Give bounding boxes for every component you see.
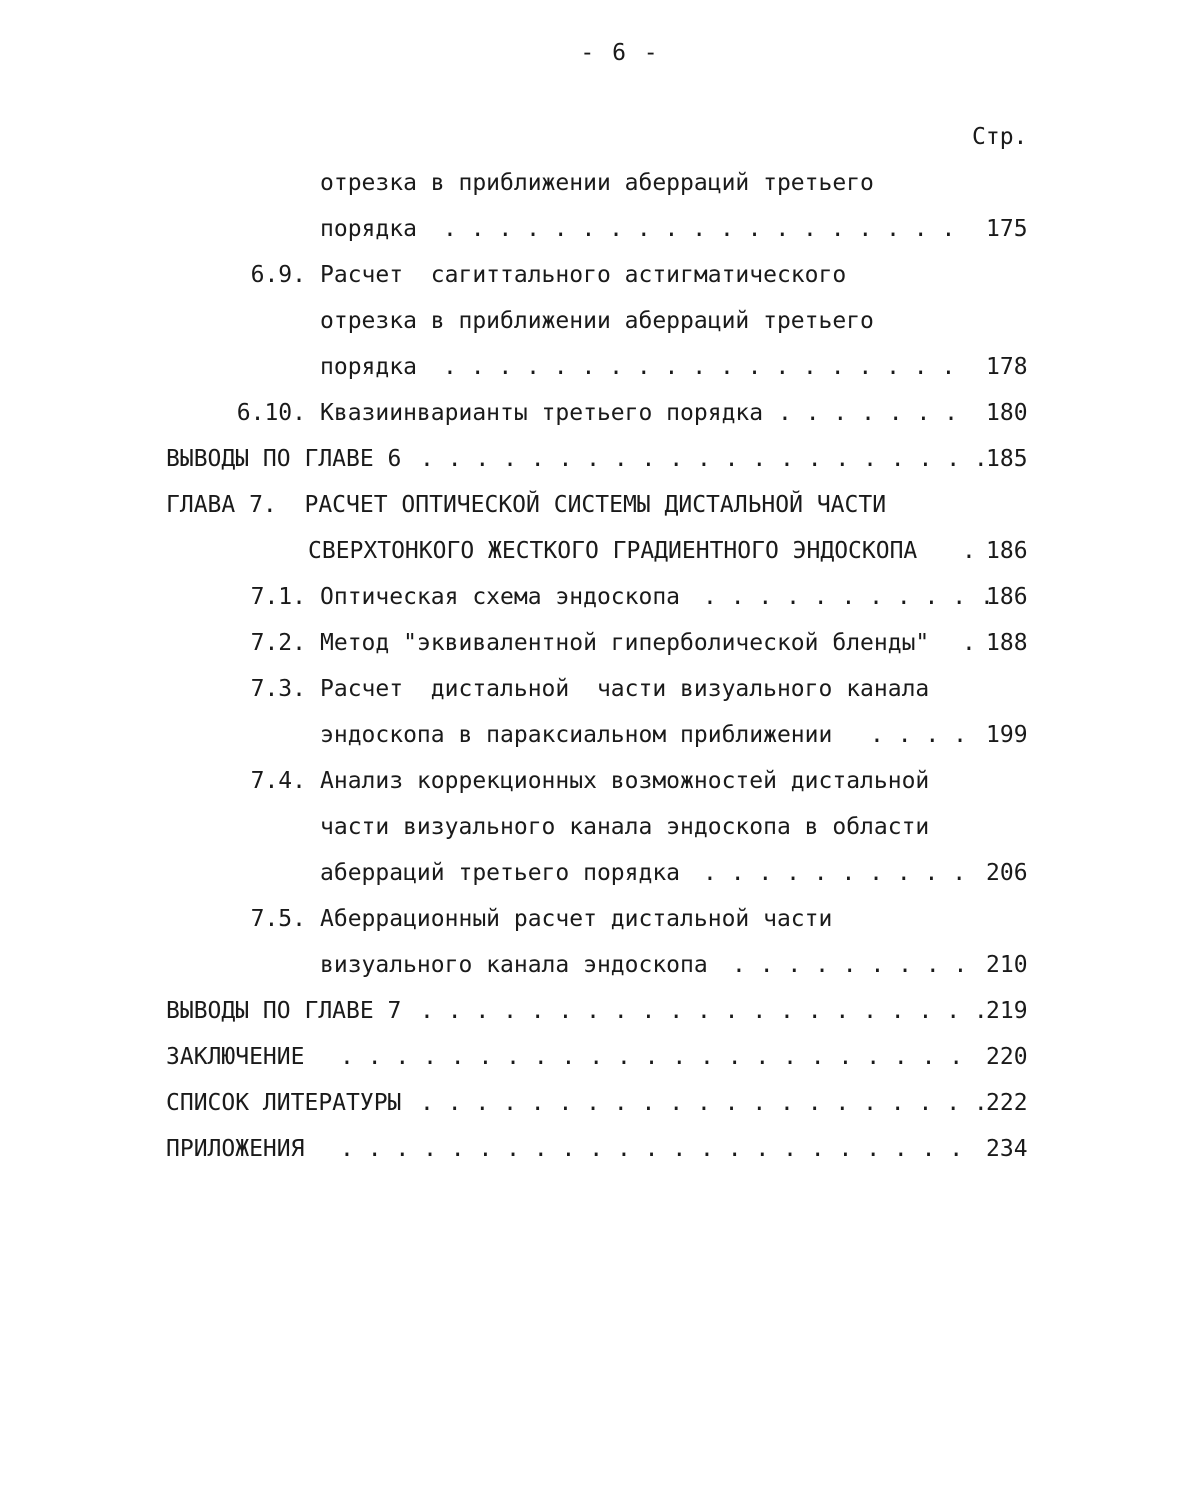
toc-entry-text: ЗАКЛЮЧЕНИЕ: [166, 1044, 305, 1070]
toc-entry-text: эндоскопа в параксиальном приближении: [320, 722, 833, 748]
toc-line: [0, 666, 1200, 712]
toc-page-number: 206: [986, 860, 1028, 886]
toc-section-number: 7.3.: [250, 676, 306, 702]
toc-page-number: 220: [986, 1044, 1028, 1070]
toc-page-number: 185: [986, 446, 1028, 472]
toc-entry-text: ВЫВОДЫ ПО ГЛАВЕ 6: [166, 446, 402, 472]
toc-page-number: 178: [986, 354, 1028, 380]
toc-page-number: 186: [986, 584, 1028, 610]
toc-leader-dots: . . . . . . . . . . . . . . . . . . . . .: [420, 446, 988, 472]
page-column-header: Стр.: [972, 124, 1028, 150]
toc-leader-dots: . . . . . . . . . . . . . . . . . . . . .: [420, 1090, 988, 1116]
toc-entry-text: Расчет сагиттального астигматического: [320, 262, 847, 288]
toc-line: [0, 1034, 1200, 1080]
toc-line: [0, 344, 1200, 390]
toc-entry-text: части визуального канала эндоскопа в области: [320, 814, 930, 840]
toc-leader-dots: . . . . . . . . . .: [703, 860, 967, 886]
toc-section-number: 7.1.: [250, 584, 306, 610]
toc-line: [0, 712, 1200, 758]
toc-entry-text: порядка: [320, 216, 417, 242]
toc-line: [0, 160, 1200, 206]
toc-entry-text: Расчет дистальной части визуального канала: [320, 676, 930, 702]
toc-section-number: 7.4.: [250, 768, 306, 794]
toc-entry-text: отрезка в приближении аберраций третьего: [320, 308, 874, 334]
toc-chapter-heading: ГЛАВА 7. РАСЧЕТ ОПТИЧЕСКОЙ СИСТЕМЫ ДИСТАЛЬНОЙ ЧАСТИ: [166, 492, 887, 518]
toc-line: [0, 574, 1200, 620]
toc-page-number: 199: [986, 722, 1028, 748]
toc-entry-text: Оптическая схема эндоскопа: [320, 584, 681, 610]
toc-entry-text: аберраций третьего порядка: [320, 860, 681, 886]
toc-page-number: 188: [986, 630, 1028, 656]
toc-entry-text: ВЫВОДЫ ПО ГЛАВЕ 7: [166, 998, 402, 1024]
toc-leader-dots: . . . . . . . . . . . . . . . . . . .: [443, 216, 956, 242]
toc-line: [0, 390, 1200, 436]
toc-line: [0, 988, 1200, 1034]
toc-line: [0, 620, 1200, 666]
toc-entry-text: ПРИЛОЖЕНИЯ: [166, 1136, 305, 1162]
toc-section-number: 7.2.: [250, 630, 306, 656]
toc-entry-text: визуального канала эндоскопа: [320, 952, 708, 978]
toc-line: [0, 252, 1200, 298]
toc-line: [0, 1080, 1200, 1126]
toc-page-number: 186: [986, 538, 1028, 564]
toc-page-number: 234: [986, 1136, 1028, 1162]
toc-line: [0, 298, 1200, 344]
toc-line: [0, 850, 1200, 896]
toc-line: [0, 758, 1200, 804]
toc-section-number: 6.10.: [236, 400, 306, 426]
toc-leader-dots: . . . . . . .: [778, 400, 959, 426]
toc-leader-dots: . . . . . . . . . . . . . . . . . . .: [443, 354, 956, 380]
toc-leader-dots: .: [962, 630, 976, 656]
table-of-contents: [0, 160, 1200, 1172]
toc-page-number: 222: [986, 1090, 1028, 1116]
toc-leader-dots: . . . . . . . . . . .: [703, 584, 994, 610]
toc-entry-text: Метод "эквивалентной гиперболической бленды": [320, 630, 930, 656]
toc-page-number: 180: [986, 400, 1028, 426]
toc-page-number: 210: [986, 952, 1028, 978]
toc-leader-dots: .: [962, 538, 976, 564]
toc-entry-text: СПИСОК ЛИТЕРАТУРЫ: [166, 1090, 402, 1116]
toc-entry-text: СВЕРХТОНКОГО ЖЕСТКОГО ГРАДИЕНТНОГО ЭНДОСКОПА: [308, 538, 918, 564]
toc-page-number: 219: [986, 998, 1028, 1024]
page-number: - 6 -: [580, 40, 660, 66]
toc-line: [0, 528, 1200, 574]
toc-leader-dots: . . . . . . . . . . . . . . . . . . . . . . .: [340, 1136, 964, 1162]
toc-leader-dots: . . . . . . . . . . . . . . . . . . . . . . .: [340, 1044, 964, 1070]
toc-section-number: 6.9.: [250, 262, 306, 288]
toc-line: [0, 482, 1200, 528]
toc-leader-dots: . . . . . . . . . . . . . . . . . . . . .: [420, 998, 988, 1024]
toc-entry-text: Анализ коррекционных возможностей дистальной: [320, 768, 930, 794]
toc-entry-text: Квазиинварианты третьего порядка: [320, 400, 764, 426]
toc-page-number: 175: [986, 216, 1028, 242]
toc-entry-text: Аберрационный расчет дистальной части: [320, 906, 833, 932]
toc-leader-dots: . . . .: [870, 722, 967, 748]
toc-entry-text: порядка: [320, 354, 417, 380]
toc-line: [0, 896, 1200, 942]
toc-entry-text: отрезка в приближении аберраций третьего: [320, 170, 874, 196]
toc-line: [0, 206, 1200, 252]
toc-line: [0, 1126, 1200, 1172]
toc-line: [0, 436, 1200, 482]
toc-leader-dots: . . . . . . . . .: [732, 952, 968, 978]
toc-section-number: 7.5.: [250, 906, 306, 932]
toc-line: [0, 942, 1200, 988]
toc-line: [0, 804, 1200, 850]
